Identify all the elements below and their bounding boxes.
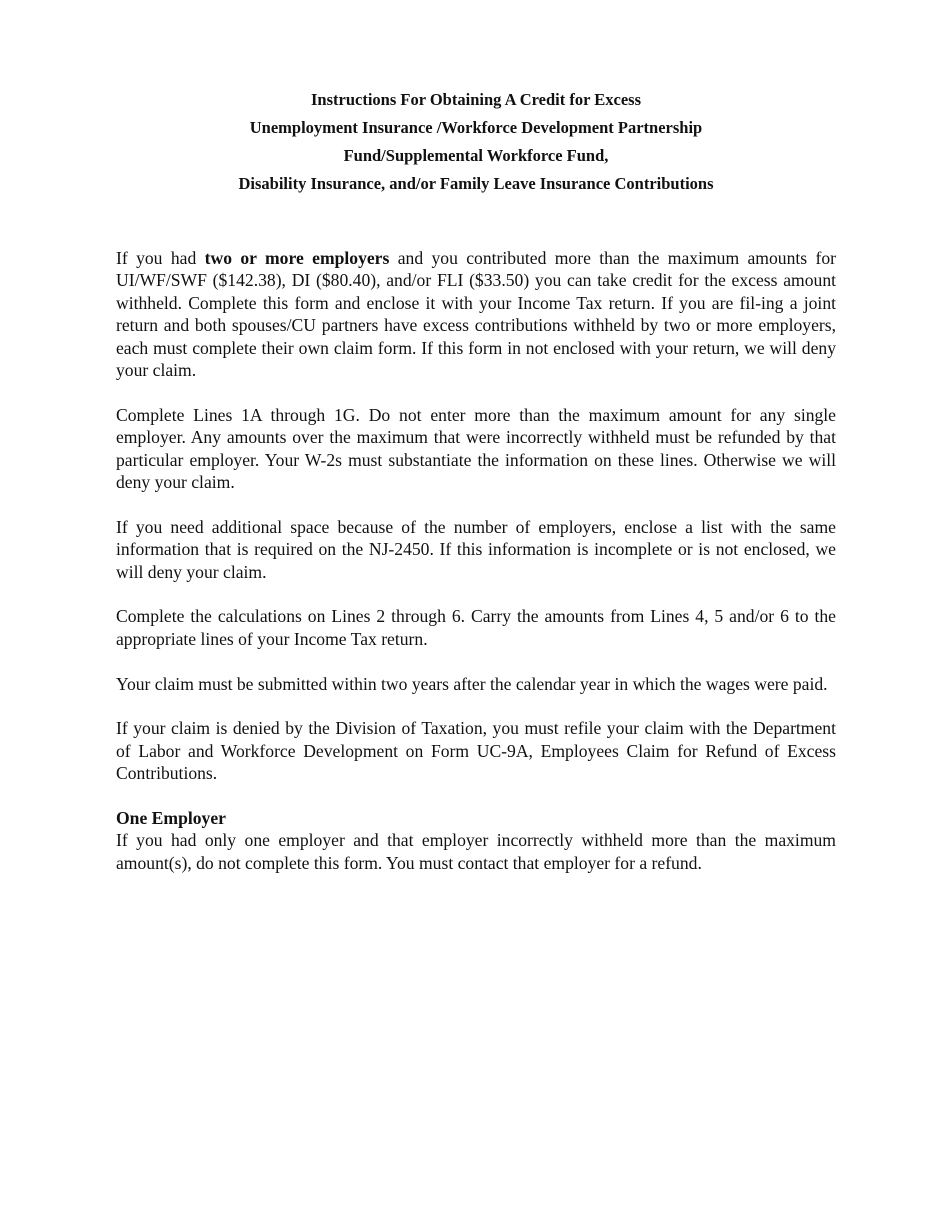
emphasis-two-or-more-employers: two or more employers — [204, 248, 390, 268]
document-title — [116, 86, 836, 198]
paragraph-additional-space: If you need additional space because of the number of employers, enclose a list with the same information that is required on the NJ-2450. If this information is incomplete or is not enclosed, we will deny your claim. — [116, 516, 836, 582]
title-line-2: Unemployment Insurance /Workforce Development Partnership — [249, 118, 703, 137]
paragraph-submission-deadline: Your claim must be submitted within two years after the calendar year in which the wages were paid. — [116, 673, 828, 694]
paragraph-calculations: Complete the calculations on Lines 2 through 6. Carry the amounts from Lines 4, 5 and/or 6 to the appropriate lines of your Income Tax return. — [116, 606, 836, 649]
paragraph-rest-text: and you contributed more than the maximum amounts for UI/WF/SWF ($142.38), DI ($80.40), and/or FLI ($33.50) you can take credit for the excess amount withheld. Complete this form and enclose it with your Income Tax return. If you are fil-ing a joint return and both spouses/CU partners have excess contributions withheld by two or more employers, each must complete their own claim form. If this form in not enclosed with your return, we will deny your claim. — [116, 248, 837, 381]
paragraph-lines-1a-1g: Complete Lines 1A through 1G. Do not enter more than the maximum amount for any single employer. Any amounts over the maximum that were incorrectly withheld must be refunded by that particular employer. Your W-2s must substantiate the information on these lines. Otherwise we will deny your claim. — [116, 404, 836, 493]
title-line-1: Instructions For Obtaining A Credit for Excess — [310, 90, 642, 109]
paragraph-two-or-more-employers — [116, 247, 836, 381]
paragraph-lead-text: If you had — [116, 248, 205, 268]
one-employer-text: If you had only one employer and that employer incorrectly withheld more than the maximum amount(s), do not complete this form. You must contact that employer for a refund. — [116, 830, 836, 873]
paragraph-claim-denied: If your claim is denied by the Division of Taxation, you must refile your claim with the Department of Labor and Workforce Development on Form UC-9A, Employees Claim for Refund of Excess Contributions. — [116, 718, 836, 784]
instructions-body — [116, 247, 836, 874]
title-line-4: Disability Insurance, and/or Family Leave Insurance Contributions — [238, 174, 714, 193]
section-one-employer — [116, 807, 836, 874]
instructions-page — [116, 86, 836, 897]
title-line-3: Fund/Supplemental Workforce Fund, — [343, 146, 609, 165]
one-employer-heading: One Employer — [116, 808, 226, 829]
